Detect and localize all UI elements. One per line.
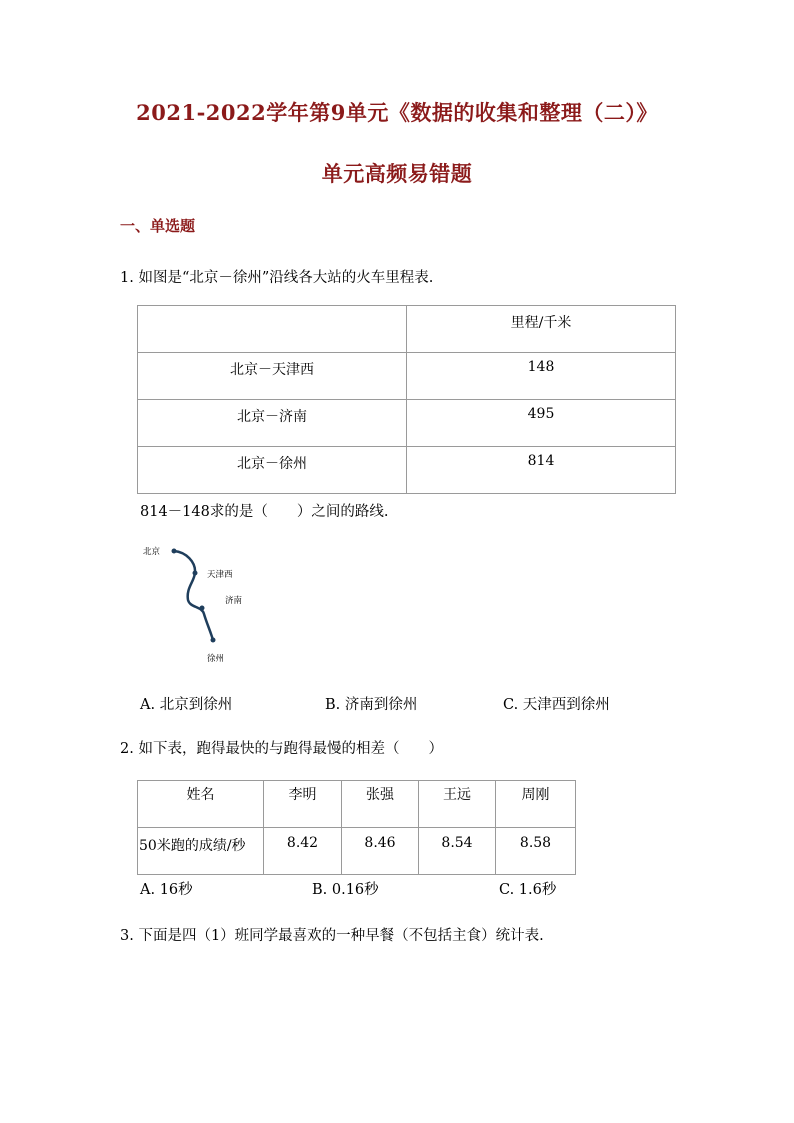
table-cell-value: 8.46: [342, 828, 419, 875]
table-header-row: [138, 781, 576, 828]
table-header-cell: 王远: [419, 781, 496, 828]
mileage-table: [137, 305, 676, 494]
route-line: [174, 551, 213, 640]
station-label-tianjinxi: 天津西: [207, 570, 233, 580]
document-title-line2: 单元高频易错题: [321, 161, 473, 186]
table-header-cell: [138, 306, 407, 353]
station-dot-jinan: [200, 606, 205, 611]
table-header-row: [138, 306, 676, 353]
section-heading-single-choice: 一、单选题: [120, 217, 196, 235]
table-header-cell: 周刚: [496, 781, 576, 828]
table-cell-value: 8.54: [419, 828, 496, 875]
station-label-jinan: 济南: [225, 596, 243, 606]
table-cell-distance: 495: [407, 400, 676, 447]
table-cell-distance: 148: [407, 353, 676, 400]
question-3-text: 3. 下面是四（1）班同学最喜欢的一种早餐（不包括主食）统计表.: [120, 928, 544, 944]
table-row: [138, 353, 676, 400]
table-cell-value: 8.42: [264, 828, 342, 875]
table-header-cell: 里程/千米: [407, 306, 676, 353]
station-label-xuzhou: 徐州: [207, 654, 225, 664]
table-cell-route: 北京－天津西: [138, 353, 407, 400]
question-2-option-c[interactable]: C. 1.6秒: [499, 882, 557, 898]
question-1-text: 1. 如图是“北京－徐州”沿线各大站的火车里程表.: [120, 270, 434, 286]
question-1-option-a[interactable]: A. 北京到徐州: [140, 697, 233, 713]
station-dot-xuzhou: [211, 638, 216, 643]
table-header-cell: 张强: [342, 781, 419, 828]
running-results-table: [137, 780, 576, 875]
table-row: [138, 447, 676, 494]
station-label-beijing: 北京: [143, 547, 161, 557]
table-row: [138, 400, 676, 447]
station-dot-tianjinxi: [193, 571, 198, 576]
table-cell-distance: 814: [407, 447, 676, 494]
table-row: [138, 828, 576, 875]
railway-route-map: [136, 540, 256, 670]
question-2-option-b[interactable]: B. 0.16秒: [312, 882, 379, 898]
question-1-option-b[interactable]: B. 济南到徐州: [325, 697, 418, 713]
table-header-cell: 姓名: [138, 781, 264, 828]
table-cell-label: 50米跑的成绩/秒: [138, 828, 264, 875]
question-2-option-a[interactable]: A. 16秒: [140, 882, 193, 898]
station-dot-beijing: [172, 549, 177, 554]
table-cell-route: 北京－济南: [138, 400, 407, 447]
question-2-text: 2. 如下表，跑得最快的与跑得最慢的相差（ ）: [120, 741, 443, 757]
table-header-cell: 李明: [264, 781, 342, 828]
table-cell-route: 北京－徐州: [138, 447, 407, 494]
question-1-prompt: 814－148求的是（ ）之间的路线.: [140, 504, 389, 520]
document-title-line1: 2021-2022学年第9单元《数据的收集和整理（二）》: [136, 100, 658, 125]
table-cell-value: 8.58: [496, 828, 576, 875]
question-1-option-c[interactable]: C. 天津西到徐州: [503, 697, 610, 713]
